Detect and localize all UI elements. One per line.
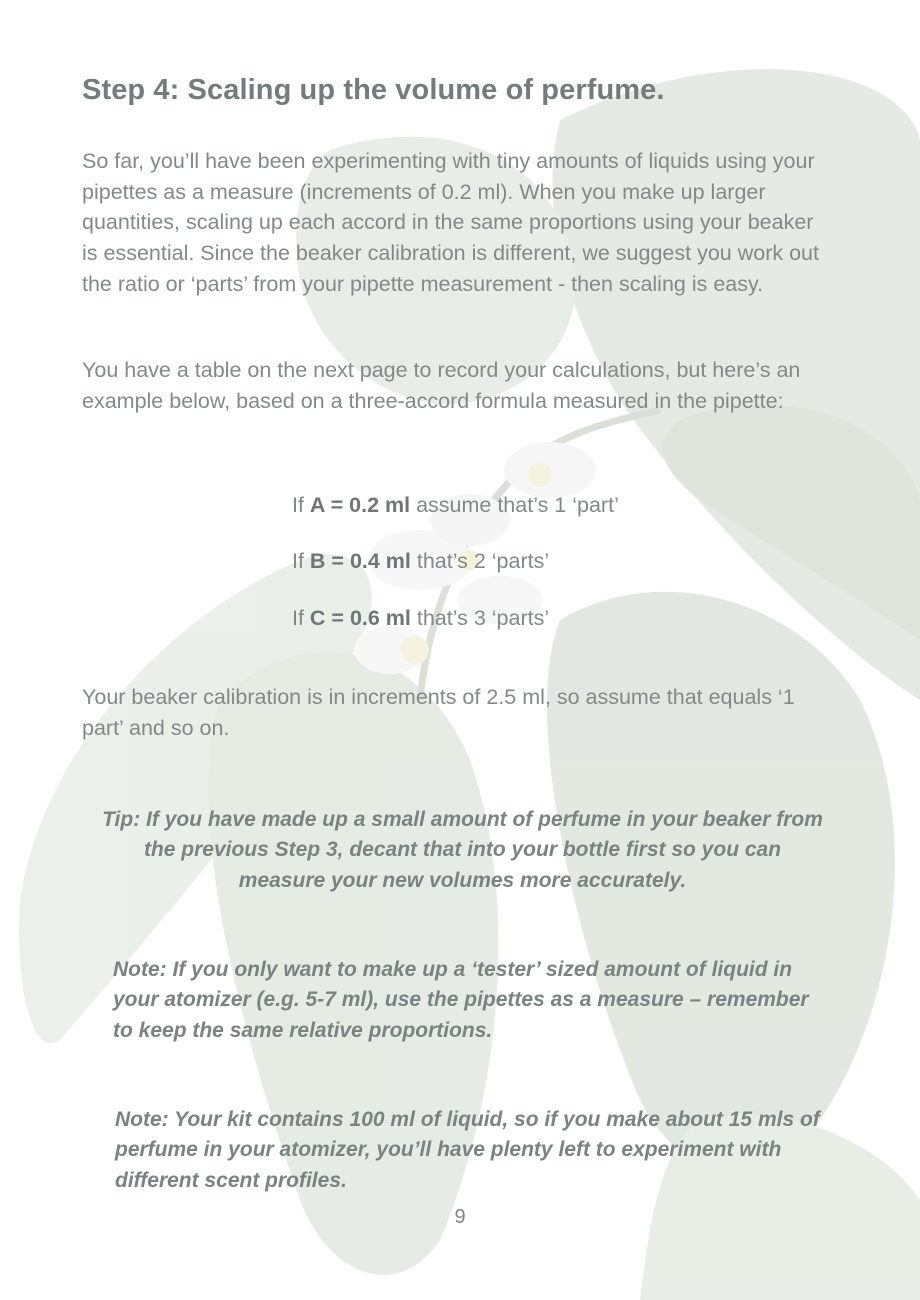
part-suffix: that’s 2 ‘parts’ — [410, 549, 550, 573]
part-suffix: that’s 3 ‘parts’ — [410, 606, 550, 630]
part-line-a — [292, 493, 619, 518]
note-kit-volume: Note: Your kit contains 100 ml of liquid, so if you make about 15 mls of perfume in your atomizer, you’ll have plenty left to experiment with different scent profiles. — [115, 1108, 820, 1192]
part-prefix: If — [292, 549, 310, 573]
part-line-b — [292, 549, 549, 574]
part-measure: A = 0.2 ml — [309, 493, 411, 517]
part-line-c — [292, 606, 549, 631]
part-suffix: assume that’s 1 ‘part’ — [410, 493, 619, 517]
part-prefix: If — [292, 493, 310, 517]
note-tester: Note: If you only want to make up a ‘tester’ sized amount of liquid in your atomizer (e.g. 5-7 ml), use the pipettes as a measure – remember to keep the same relative proportions. — [113, 958, 809, 1042]
page-heading: Step 4: Scaling up the volume of perfume. — [82, 74, 665, 106]
tip-text: Tip: If you have made up a small amount of perfume in your beaker from the previous Step 3, decant that into your bottle first so you can measure your new volumes more accurately. — [102, 808, 823, 892]
beaker-paragraph: Your beaker calibration is in increments of 2.5 ml, so assume that equals ‘1 part’ and so on. — [82, 685, 795, 740]
part-prefix: If — [292, 606, 310, 630]
part-measure: C = 0.6 ml — [309, 606, 411, 630]
table-reference-paragraph: You have a table on the next page to record your calculations, but here’s an example below, based on a three-accord formula measured in the pipette: — [82, 358, 801, 413]
intro-paragraph: So far, you’ll have been experimenting with tiny amounts of liquids using your pipettes as a measure (increments of 0.2 ml). When you make up larger quantities, scaling up each accord in the same proportions using your beaker is essential. Since the beaker calibration is different, we suggest you work out the ratio or ‘parts’ from your pipette measurement - then scaling is easy. — [82, 149, 819, 296]
part-measure: B = 0.4 ml — [309, 549, 411, 573]
page-number: 9 — [454, 1206, 466, 1228]
